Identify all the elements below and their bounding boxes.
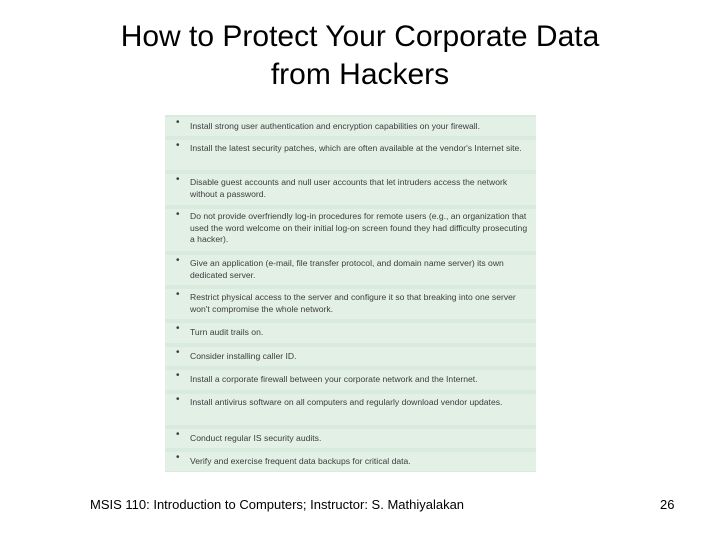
slide-title bbox=[60, 18, 660, 94]
list-item: • Install strong user authentication and encryption capabilities on your firewall. bbox=[165, 117, 536, 136]
slide-title-line-1: How to Protect Your Corporate Data bbox=[120, 20, 600, 53]
list-item: • Verify and exercise frequent data backups for critical data. bbox=[165, 452, 536, 471]
list-item: • Conduct regular IS security audits. bbox=[165, 429, 536, 448]
list-item: • Consider installing caller ID. bbox=[165, 347, 536, 366]
list-item: • Install the latest security patches, which are often available at the vendor's Internet site. bbox=[165, 140, 536, 170]
slide-number: 26 bbox=[660, 497, 675, 512]
slide-title-line-2: from Hackers bbox=[270, 58, 450, 91]
list-item: • Restrict physical access to the server and configure it so that breaking into one server won't compromise the whole network. bbox=[165, 289, 536, 319]
list-item: • Install a corporate firewall between your corporate network and the Internet. bbox=[165, 370, 536, 390]
list-item: • Do not provide overfriendly log-in procedures for remote users (e.g., an organization that used the word welcome on their initial log-on screen found they had difficulty prosecuting a hacker). bbox=[165, 209, 536, 251]
list-item: • Disable guest accounts and null user accounts that let intruders access the network without a password. bbox=[165, 174, 536, 205]
list-item: • Turn audit trails on. bbox=[165, 323, 536, 343]
list-item: • Install antivirus software on all computers and regularly download vendor updates. bbox=[165, 394, 536, 425]
list-item: • Give an application (e-mail, file transfer protocol, and domain name server) its own dedicated server. bbox=[165, 255, 536, 285]
security-tips-table bbox=[165, 115, 536, 472]
footer-course-info: MSIS 110: Introduction to Computers; Instructor: S. Mathiyalakan bbox=[90, 497, 465, 512]
